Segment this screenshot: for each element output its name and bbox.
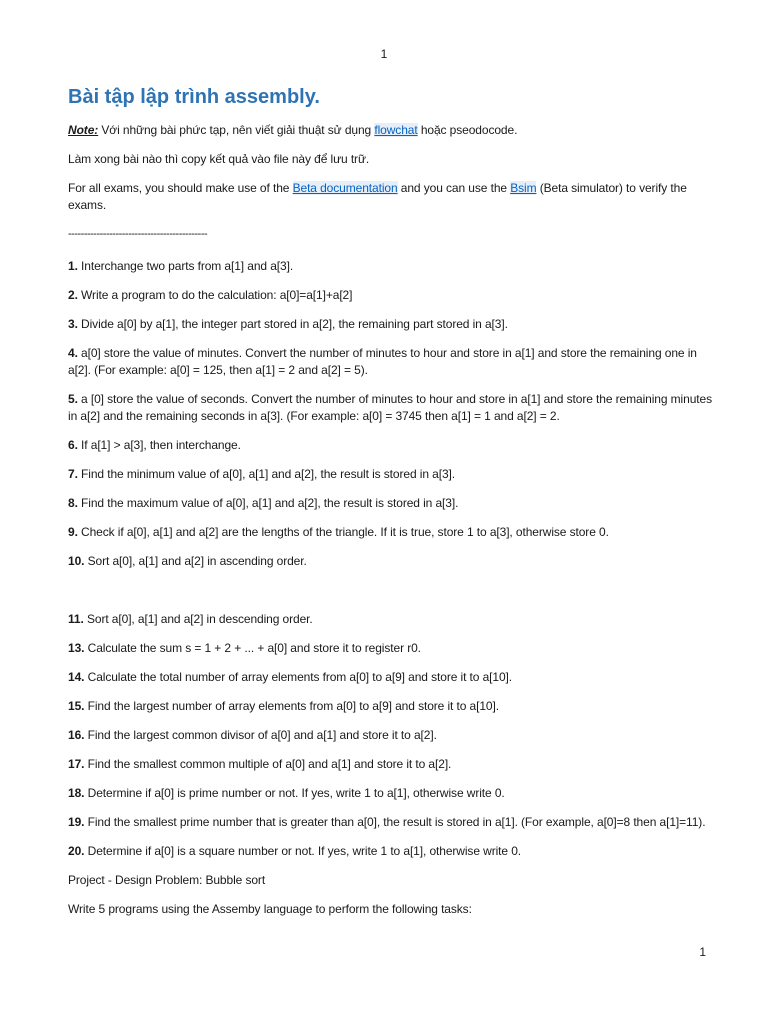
exams-text-1: For all exams, you should make use of the: [68, 181, 293, 195]
note-text-before: Với những bài phức tạp, nên viết giải thuật sử dụng: [98, 123, 375, 137]
exercise-number: 2.: [68, 288, 78, 302]
exercise-number: 7.: [68, 467, 78, 481]
exercise-text: Interchange two parts from a[1] and a[3].: [77, 259, 294, 273]
exercise-item: [68, 287, 718, 304]
exercise-text: Find the smallest prime number that is greater than a[0], the result is stored in a[1]. (For example, a[0]=8 then a[1]=11).: [84, 815, 706, 829]
exercise-item: [68, 698, 718, 715]
exercise-number: 15.: [68, 699, 85, 713]
exercise-text: Find the minimum value of a[0], a[1] and a[2], the result is stored in a[3].: [77, 467, 455, 481]
project-heading: Project - Design Problem: Bubble sort: [68, 873, 266, 887]
exercise-item: [68, 316, 718, 333]
exercise-number: 14.: [68, 670, 85, 684]
exercise-text: Determine if a[0] is a square number or not. If yes, write 1 to a[1], otherwise write 0.: [84, 844, 522, 858]
exercise-item: [68, 611, 718, 628]
exercise-item: [68, 391, 718, 425]
page-number-top: 1: [380, 47, 388, 61]
note-text-after: hoặc pseodocode.: [417, 123, 518, 137]
exercise-number: 13.: [68, 641, 85, 655]
exercise-item: [68, 756, 718, 773]
exams-text-3: (Beta simulator) to verify the exams.: [68, 181, 687, 212]
exercise-item: [68, 553, 718, 570]
exercise-number: 8.: [68, 496, 78, 510]
exercise-item: [68, 345, 718, 379]
exercise-item: [68, 466, 718, 483]
exercise-text: Write a program to do the calculation: a[0]=a[1]+a[2]: [77, 288, 353, 302]
exercise-text: Calculate the total number of array elements from a[0] to a[9] and store it to a[10].: [84, 670, 513, 684]
exercise-text: If a[1] > a[3], then interchange.: [77, 438, 241, 452]
exercise-item: [68, 437, 718, 454]
exercise-list-2: [68, 611, 718, 860]
exercise-item: [68, 843, 718, 860]
flowchat-link[interactable]: flowchat: [374, 123, 418, 137]
document-body: [68, 83, 718, 930]
bsim-link[interactable]: Bsim: [510, 181, 537, 195]
page-number-bottom: 1: [699, 945, 706, 959]
exercise-item: [68, 727, 718, 744]
exercise-text: a [0] store the value of seconds. Convert the number of minutes to hour and store in a[1] and store the remaining minutes in a[2] and the remaining seconds in a[3]. (For example: a[0] = 3745 then a[1] = 1 and a[2] = 2.: [68, 392, 712, 423]
exercise-text: Sort a[0], a[1] and a[2] in descending order.: [83, 612, 313, 626]
exercise-text: Calculate the sum s = 1 + 2 + ... + a[0] and store it to register r0.: [84, 641, 421, 655]
exercise-text: Find the largest common divisor of a[0] and a[1] and store it to a[2].: [84, 728, 437, 742]
exams-text-2: and you can use the: [397, 181, 511, 195]
exercise-number: 10.: [68, 554, 85, 568]
exercise-number: 6.: [68, 438, 78, 452]
exercise-text: Determine if a[0] is prime number or not. If yes, write 1 to a[1], otherwise write 0.: [84, 786, 505, 800]
exercise-item: [68, 640, 718, 657]
note-paragraph: [68, 122, 718, 139]
exercise-item: [68, 669, 718, 686]
exercise-number: 4.: [68, 346, 78, 360]
page-title: Bài tập lập trình assembly.: [68, 86, 320, 108]
exercise-text: Find the smallest common multiple of a[0] and a[1] and store it to a[2].: [84, 757, 452, 771]
note-label: Note:: [68, 123, 99, 137]
exercise-number: 19.: [68, 815, 85, 829]
exercise-item: [68, 814, 718, 831]
spacer: [68, 582, 718, 611]
exercise-text: a[0] store the value of minutes. Convert the number of minutes to hour and store in a[1] and store the remaining one in a[2]. (For example: a[0] = 125, then a[1] = 2 and a[2] = 5).: [68, 346, 697, 377]
exercise-number: 17.: [68, 757, 85, 771]
exercise-text: Divide a[0] by a[1], the integer part stored in a[2], the remaining part stored in a[3].: [77, 317, 508, 331]
exercise-item: [68, 524, 718, 541]
divider-line: --------------------------------------------: [68, 228, 208, 240]
exams-paragraph: [68, 180, 718, 214]
exercise-number: 5.: [68, 392, 78, 406]
exercise-number: 20.: [68, 844, 85, 858]
beta-documentation-link[interactable]: Beta documentation: [292, 181, 398, 195]
exercise-text: Find the maximum value of a[0], a[1] and a[2], the result is stored in a[3].: [77, 496, 459, 510]
exercise-number: 11.: [68, 612, 84, 626]
exercise-number: 16.: [68, 728, 85, 742]
exercise-text: Find the largest number of array elements from a[0] to a[9] and store it to a[10].: [84, 699, 499, 713]
exercise-item: [68, 258, 718, 275]
exercise-text: Sort a[0], a[1] and a[2] in ascending order.: [84, 554, 307, 568]
exercise-text: Check if a[0], a[1] and a[2] are the lengths of the triangle. If it is true, store 1 to a[3], otherwise store 0.: [77, 525, 609, 539]
exercise-number: 18.: [68, 786, 85, 800]
exercise-number: 3.: [68, 317, 78, 331]
exercise-number: 1.: [68, 259, 78, 273]
exercise-item: [68, 495, 718, 512]
exercise-item: [68, 785, 718, 802]
exercise-list-1: [68, 258, 718, 570]
exercise-number: 9.: [68, 525, 78, 539]
copy-instruction: Làm xong bài nào thì copy kết quả vào file này để lưu trữ.: [68, 152, 370, 166]
write-instruction: Write 5 programs using the Assemby language to perform the following tasks:: [68, 902, 472, 916]
